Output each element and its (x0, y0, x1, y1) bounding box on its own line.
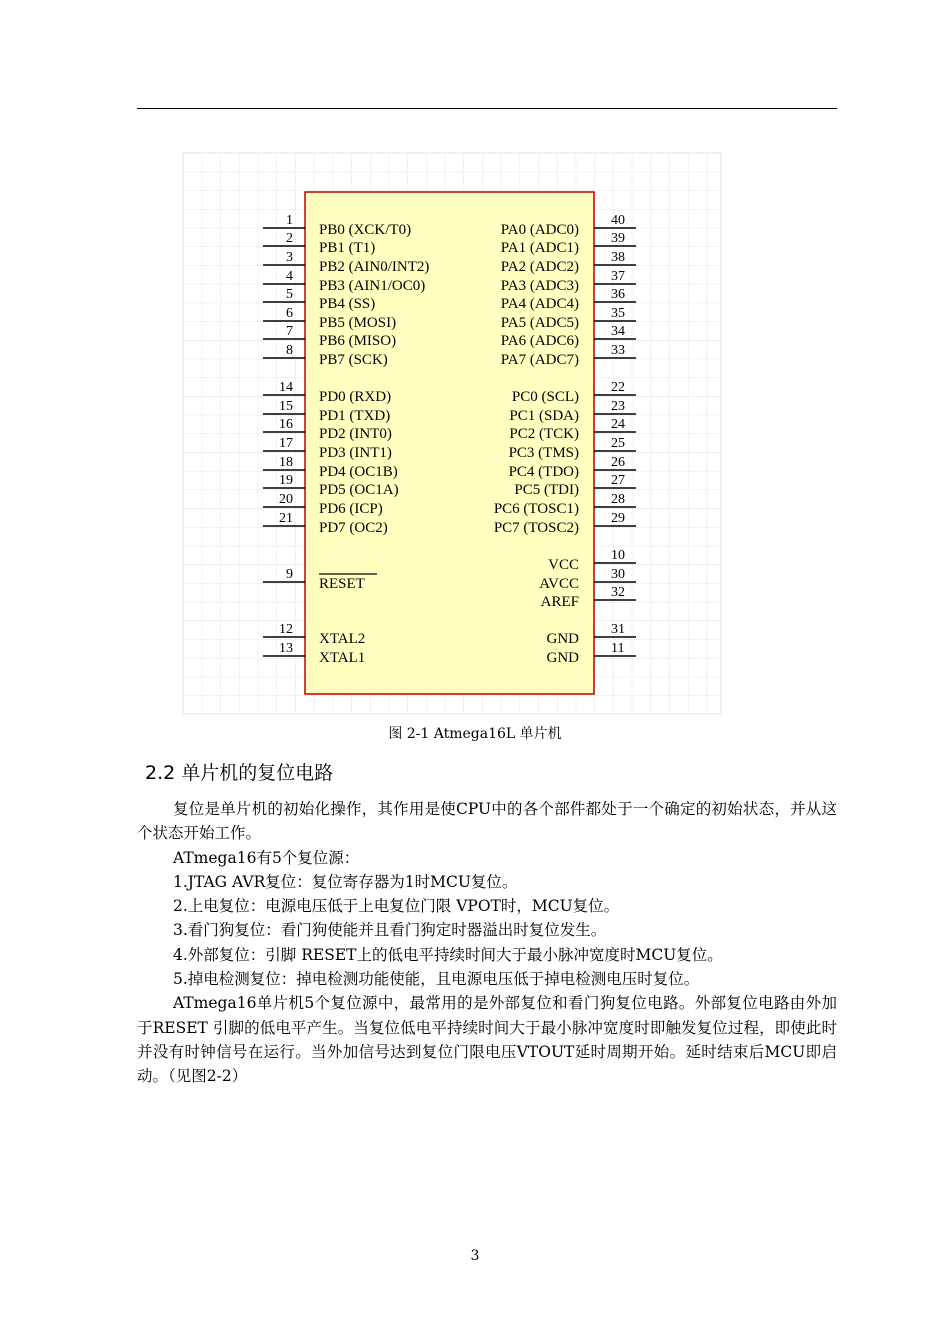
right-pin-number: 36 (611, 287, 625, 302)
right-pin-number: 26 (611, 455, 625, 470)
paragraph: 3.看门狗复位：看门狗使能并且看门狗定时器溢出时复位发生。 (173, 921, 607, 940)
left-pin-number: 20 (279, 492, 293, 507)
right-pin-label: PC5 (TDI) (514, 482, 579, 498)
right-pin-label: PA2 (ADC2) (500, 259, 579, 275)
left-pin-label: PB6 (MISO) (319, 333, 397, 349)
left-pin-number: 7 (286, 324, 293, 339)
left-pin-label: PB0 (XCK/T0) (319, 222, 412, 238)
left-pin-label: PD1 (TXD) (319, 408, 391, 424)
right-pin-label: PC1 (SDA) (509, 408, 579, 424)
section-heading: 2.2 单片机的复位电路 (145, 762, 334, 784)
paragraph: 1.JTAG AVR复位：复位寄存器为1时MCU复位。 (173, 872, 518, 891)
right-pin-label: PA6 (ADC6) (500, 333, 579, 349)
left-pin-label: PD3 (INT1) (319, 445, 392, 461)
right-pin-number: 31 (611, 622, 625, 637)
right-pin-label: PC6 (TOSC1) (493, 501, 579, 517)
right-pin-number: 11 (611, 641, 625, 656)
page-number: 3 (470, 1248, 480, 1264)
left-pin-label: PB3 (AIN1/OC0) (319, 278, 426, 294)
left-pin-label: PB7 (SCK) (319, 352, 388, 368)
paragraph: 5.掉电检测复位：掉电检测功能使能，且电源电压低于掉电检测电压时复位。 (173, 970, 700, 989)
left-pin-number: 12 (279, 622, 293, 637)
right-pin-number: 34 (611, 324, 625, 339)
right-pin-label: PC3 (TMS) (508, 445, 579, 461)
paragraph: ATmega16有5个复位源： (173, 848, 360, 867)
right-pin-label: PA0 (ADC0) (500, 222, 579, 238)
left-pin-number: 4 (286, 269, 293, 284)
left-pin-number: 8 (286, 343, 293, 358)
right-pin-label: PA1 (ADC1) (500, 240, 579, 256)
left-pin-label: PB5 (MOSI) (319, 315, 397, 331)
left-pin-label: PB1 (T1) (319, 240, 376, 256)
left-pin-number: 13 (279, 641, 293, 656)
left-pin-label: RESET (319, 576, 365, 592)
left-pin-label: PD5 (OC1A) (319, 482, 399, 498)
right-pin-number: 28 (611, 492, 625, 507)
right-pin-number: 22 (611, 380, 625, 395)
right-pin-number: 35 (611, 306, 625, 321)
paragraph: 2.上电复位：电源电压低于上电复位门限 VPOT时，MCU复位。 (173, 897, 620, 916)
left-pin-label: XTAL1 (319, 650, 366, 666)
left-pin-label: PB4 (SS) (319, 296, 376, 312)
right-pin-number: 37 (611, 269, 625, 284)
right-pin-number: 29 (611, 511, 625, 526)
right-pin-number: 23 (611, 399, 625, 414)
paragraph: 复位是单片机的初始化操作，其作用是使CPU中的各个部件都处于一个确定的初始状态，并从这个状态开始工作。 (137, 800, 837, 843)
left-pin-label: PD7 (OC2) (319, 520, 388, 536)
left-pin-number: 17 (279, 436, 293, 451)
right-pin-label: VCC (548, 557, 579, 573)
left-pin-number: 16 (279, 417, 293, 432)
left-pin-number: 18 (279, 455, 293, 470)
paragraph: ATmega16单片机5个复位源中，最常用的是外部复位和看门狗复位电路。外部复位电路由外加于RESET 引脚的低电平产生。当复位低电平持续时间大于最小脉冲宽度时即触发复位过程，即使此时并没有时钟信号在运行。当外加信号达到复位门限电压VTOUT延时周期开始。延时结束后MCU即启动。（见图2-2） (137, 994, 837, 1086)
left-pin-number: 15 (279, 399, 293, 414)
right-pin-number: 25 (611, 436, 625, 451)
left-pin-number: 14 (279, 380, 293, 395)
right-pin-label: PA3 (ADC3) (500, 278, 579, 294)
right-pin-label: PA4 (ADC4) (500, 296, 579, 312)
right-pin-label: GND (546, 650, 579, 666)
left-pin-number: 3 (286, 250, 293, 265)
left-pin-number: 2 (286, 231, 293, 246)
left-pin-label: PB2 (AIN0/INT2) (319, 259, 430, 275)
right-pin-number: 10 (611, 548, 625, 563)
paragraph: 4.外部复位：引脚 RESET上的低电平持续时间大于最小脉冲宽度时MCU复位。 (173, 945, 723, 964)
left-pin-number: 19 (279, 473, 293, 488)
left-pin-label: PD6 (ICP) (319, 501, 383, 517)
left-pin-label: PD0 (RXD) (319, 389, 392, 405)
right-pin-label: AREF (540, 594, 579, 610)
right-pin-number: 27 (611, 473, 625, 488)
right-pin-label: GND (546, 631, 579, 647)
right-pin-label: PA7 (ADC7) (500, 352, 579, 368)
right-pin-label: PC4 (TDO) (508, 464, 579, 480)
left-pin-label: XTAL2 (319, 631, 366, 647)
right-pin-number: 30 (611, 567, 625, 582)
right-pin-label: PC2 (TCK) (509, 426, 579, 442)
left-pin-number: 5 (286, 287, 293, 302)
right-pin-number: 24 (611, 417, 625, 432)
left-pin-label: PD2 (INT0) (319, 426, 392, 442)
left-pin-number: 1 (286, 213, 293, 228)
right-pin-number: 33 (611, 343, 625, 358)
left-pin-label: PD4 (OC1B) (319, 464, 398, 480)
right-pin-number: 32 (611, 585, 625, 600)
figure-caption: 图 2-1 Atmega16L 单片机 (388, 726, 562, 742)
right-pin-label: AVCC (539, 576, 579, 592)
right-pin-label: PC7 (TOSC2) (493, 520, 579, 536)
right-pin-number: 38 (611, 250, 625, 265)
left-pin-number: 6 (286, 306, 293, 321)
right-pin-label: PA5 (ADC5) (500, 315, 579, 331)
left-pin-number: 9 (286, 567, 293, 582)
right-pin-label: PC0 (SCL) (511, 389, 579, 405)
right-pin-number: 40 (611, 213, 625, 228)
right-pin-number: 39 (611, 231, 625, 246)
left-pin-number: 21 (279, 511, 293, 526)
body-text (137, 797, 837, 1089)
